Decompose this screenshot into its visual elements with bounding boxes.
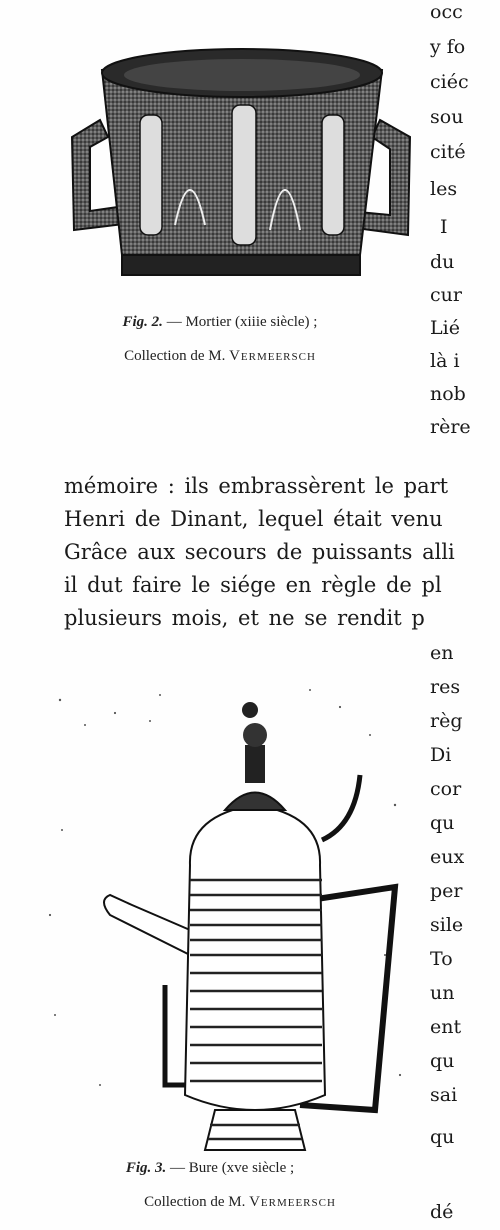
text-line: règ <box>430 710 463 732</box>
text-line: sile <box>430 914 464 936</box>
text-line: du <box>430 251 455 273</box>
text-line: sou <box>430 106 464 128</box>
text-line: plusieurs mois, et ne se rendit p <box>64 606 425 630</box>
text-line: Grâce aux secours de puissants alli <box>64 540 455 564</box>
figure-3-collection <box>90 1194 390 1211</box>
text-line: occ <box>430 1 463 23</box>
text-line: y fo <box>430 36 466 58</box>
text-line: Di <box>430 744 452 766</box>
text-line: les <box>430 178 458 200</box>
text-line: cur <box>430 284 462 306</box>
text-line: un <box>430 982 455 1004</box>
figure-3-label: Fig. 3. <box>125 1160 167 1176</box>
figure-2-title: — Mortier (xiiie siècle) ; <box>162 314 318 330</box>
text-line: Lié <box>430 317 460 339</box>
text-line: ciéc <box>430 71 469 93</box>
text-line: il dut faire le siége en règle de pl <box>64 573 442 597</box>
text-line: To <box>430 948 453 970</box>
figure-2-collection-prefix: Collection de M. <box>124 348 230 364</box>
text-line: per <box>430 880 463 902</box>
ewer-illustration <box>40 655 425 1165</box>
text-line: cor <box>430 778 462 800</box>
text-line: I <box>440 216 448 238</box>
figure-3-title: — Bure (xve siècle ; <box>166 1160 295 1176</box>
text-line: mémoire : ils embrassèrent le part <box>64 474 449 498</box>
figure-3-collector: Vermeersch <box>249 1194 336 1210</box>
text-line: sai <box>430 1084 458 1106</box>
text-line: eux <box>430 846 465 868</box>
text-line: res <box>430 676 461 698</box>
text-line: rère <box>430 416 471 438</box>
figure-2-label: Fig. 2. <box>122 314 163 330</box>
text-line: cité <box>430 141 466 163</box>
figure-3-collection-prefix: Collection de M. <box>144 1194 250 1210</box>
figure-2-collector: Vermeersch <box>229 348 316 364</box>
figure-3-caption <box>90 1160 330 1177</box>
text-line: ent <box>430 1016 462 1038</box>
figure-2-caption <box>70 314 370 331</box>
mortar-illustration <box>60 25 425 280</box>
text-line: Henri de Dinant, lequel était venu <box>64 507 443 531</box>
figure-2-collection <box>70 348 370 365</box>
text-line: qu <box>430 1050 455 1072</box>
text-line: en <box>430 642 454 664</box>
text-line: nob <box>430 383 466 405</box>
text-line: là i <box>430 350 460 372</box>
text-line: dé <box>430 1201 454 1223</box>
text-line: qu <box>430 812 455 834</box>
text-line: qu <box>430 1126 455 1148</box>
